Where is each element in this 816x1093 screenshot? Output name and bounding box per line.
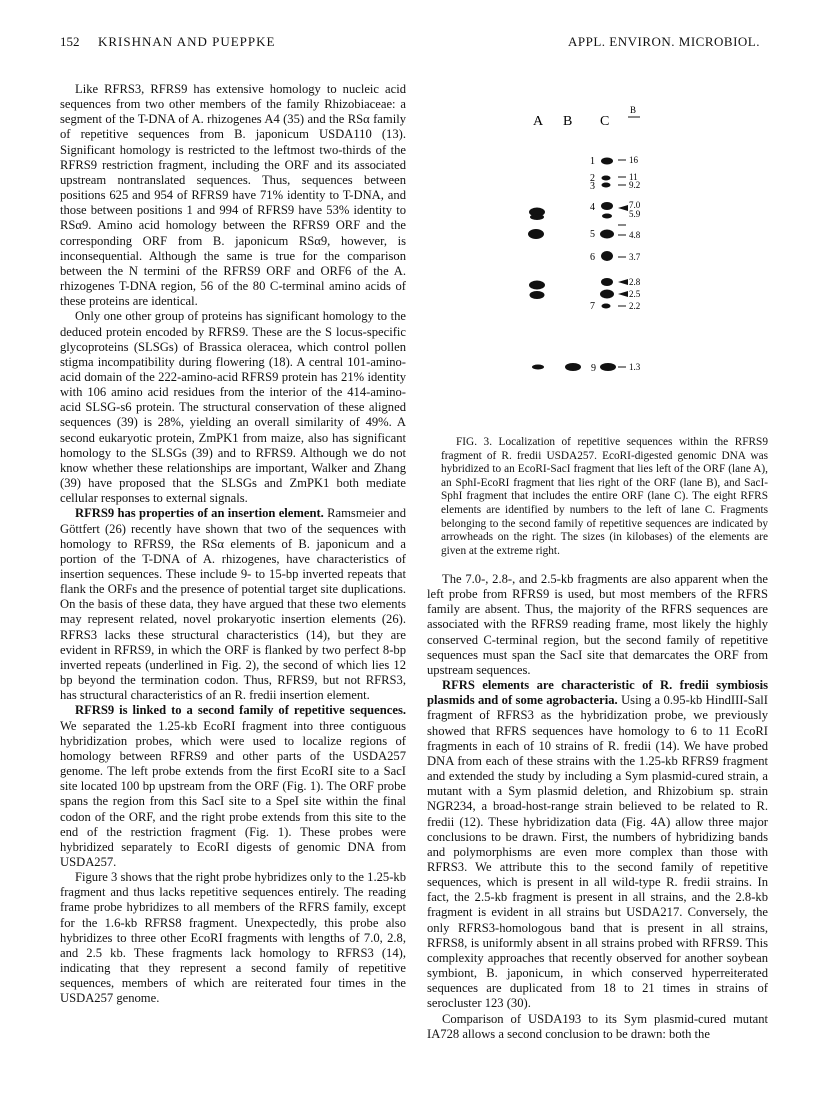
- band-lane-b: [565, 363, 581, 371]
- size-label: 9.2: [629, 180, 641, 190]
- size-label: 5.9: [629, 209, 641, 219]
- band-lane-c: [602, 304, 611, 309]
- element-number: 6: [590, 252, 595, 263]
- band-lane-c: [602, 183, 611, 188]
- lane-label-a: A: [533, 114, 544, 129]
- band-lane-c: [600, 230, 614, 239]
- band-lane-c: [601, 158, 613, 165]
- journal-name: APPL. ENVIRON. MICROBIOL.: [568, 34, 760, 49]
- band-lane-c: [601, 278, 613, 286]
- arrowhead: [618, 205, 628, 211]
- size-label: 11: [629, 172, 638, 182]
- paragraph: Figure 3 shows that the right probe hybridizes only to the 1.25-kb fragment and thus lacks repetitive sequences entirely. The reading frame probe hybridizes to all members of the RFRS family, except for the 1.6-kb RFRS8 fragment. Unexpectedly, this probe also hybridizes to three other EcoRI fragments with lengths of 7.0, 2.8, and 2.5 kb. These fragments lack homology to RFRS3 (14), indicating that they represent a second family of repetitive sequences, members of which are reiterated four times in the USDA257 genome.: [60, 870, 406, 1006]
- lane-label-c: C: [600, 114, 610, 129]
- band-lane-c: [600, 290, 614, 299]
- element-number: 5: [590, 229, 595, 240]
- size-header: B: [630, 105, 637, 115]
- section-text: Using a 0.95-kb HindIII-SalI fragment of RFRS3 as the hybridization probe, we previously showed that RFRS sequences have homology to 6 to 11 EcoRI fragments in each of 10 strains of R. fredii (14). We have probed DNA from each of these strains with the 1.25-kb RFRS9 fragment and extended the study by including a Sym plasmid-cured strain, a mutant with a Sym plasmid deletion, and Rhizobium sp. strain NGR234, a broad-host-range strain believed to be related to R. fredii (12). These hybridization data (Fig. 4A) allow three major conclusions to be drawn. First, the numbers of hybridizing bands and polymorphisms are even more complex than those with RFRS3. We attribute this to the second family of repetitive sequences, which is present in all wild-type R. fredii strains. In fact, the 2.5-kb fragment is present in all strains, and the 2.8-kb fragment is evident in all strains but USDA217. Conversely, the only RFRS3-homologous band that is present in all strains, RFRS8, is uniformly absent in all strains probed with RFRS9. This complexity approaches that recently observed for another soybean symbiont, B. japonicum, in which conserved hyperreiterated sequences are duplicated from 18 to 21 times in strains of serocluster 123 (30).: [427, 693, 768, 1011]
- band-lane-c: [602, 176, 611, 181]
- element-number: 9: [591, 363, 596, 374]
- section-heading: RFRS9 has properties of an insertion element.: [75, 506, 324, 521]
- figure-3-caption: FIG. 3. Localization of repetitive sequences within the RFRS9 fragment of R. fredii USDA257. EcoRI-digested genomic DNA was hybridized to an EcoRI-SacI fragment that lies left of the ORF (lane A), an SphI-EcoRI fragment that lies right of the ORF (lane B), and SacI-SphI fragment that includes the entire ORF (lane C). The eight RFRS elements are identified by numbers to the left of lane C. Fragments belonging to the second family of repetitive sequences are indicated by arrowheads on the right. The sizes (in kilobases) of the elements are given at the extreme right.: [441, 436, 768, 557]
- band-lane-c: [602, 214, 612, 219]
- paragraph: Comparison of USDA193 to its Sym plasmid-cured mutant IA728 allows a second conclusion to be drawn: both the: [427, 1011, 768, 1041]
- size-label: 2.8: [629, 277, 641, 287]
- band-lane-c: [601, 251, 613, 261]
- element-number: 3: [590, 181, 595, 192]
- size-label: 3.7: [629, 252, 641, 262]
- size-label: 7.0: [629, 200, 641, 210]
- size-label: 1.3: [629, 362, 641, 372]
- band-lane-c: [601, 202, 613, 210]
- element-number: 1: [590, 156, 595, 167]
- band-lane-a: [528, 229, 544, 239]
- section-text: We separated the 1.25-kb EcoRI fragment into three contiguous hybridization probes, which were used to localize regions of homology between RFRS9 and other parts of the USDA257 genome. The left probe extends from the first EcoRI site to a SacI site located 100 bp upstream from the ORF (Fig. 1). The ORF probe spans the region from this SacI site to a SpeI site within the final codon of the ORF, and the right probe extends from this site to the end of the restriction fragment (Fig. 1). These probes were hybridized separately to EcoRI digests of genomic DNA from USDA257.: [60, 718, 406, 869]
- size-label: 16: [629, 155, 638, 165]
- paragraph: Only one other group of proteins has significant homology to the deduced protein encoded by RFRS9. These are the S locus-specific glycoproteins (SLSGs) of Brassica oleracea, which control pollen stigma incompatibility during flowering (18). A central 101-amino-acid domain of the 222-amino-acid RFRS9 protein has 21% identity with 106 amino acid residues from the interior of the 414-amino-acid SLSG-s6 protein. The structural conservation of these aligned sequences (39) is 28%, yielding an overall similarity of 49%. A second eukaryotic protein, ZmPK1 from maize, also has significant homology to the SLSGs (39) and to RFRS9. Although we do not know whether these relationships are important, Walker and Zhang (39) have proposed that the SLSGs and ZmPK1 both mediate cellular responses to external signals.: [60, 309, 406, 506]
- section-text: Ramsmeier and Göttfert (26) recently have shown that two of the sequences with homology to RFRS9, the RSα elements of B. japonicum and a portion of the T-DNA of A. rhizogenes, have characteristics of insertion sequences. These include 9- to 15-bp inverted repeats that flank the ORFs and the presence of potential target site duplications. On the basis of these data, they have argued that these two elements may represent related, novel prokaryotic insertion elements (26). RFRS3 lacks these structural characteristics (14), but they are evident in RFRS9, in which the ORF is flanked by two perfect 8-bp inverted repeats (underlined in Fig. 2), the second of which lies 12 bp beyond the termination codon. Thus, RFRS9, but not RFRS3, has structural characteristics of an R. fredii insertion element.: [60, 506, 406, 703]
- element-number: 4: [590, 202, 595, 213]
- section-heading: RFRS elements are characteristic of R. fredii symbiosis plasmids and of some agrobacteria.: [427, 678, 768, 708]
- right-column: [427, 572, 768, 1042]
- running-authors: KRISHNAN AND PUEPPKE: [98, 34, 276, 49]
- section-paragraph: [427, 678, 768, 1011]
- arrowhead: [618, 279, 628, 285]
- page-number: 152: [60, 34, 80, 49]
- section-paragraph: [60, 506, 406, 703]
- size-label: 4.8: [629, 230, 641, 240]
- band-lane-c: [600, 363, 616, 371]
- size-label: 2.5: [629, 289, 641, 299]
- lane-label-b: B: [563, 114, 573, 129]
- element-number: 2: [590, 173, 595, 184]
- paragraph: Like RFRS3, RFRS9 has extensive homology to nucleic acid sequences from two other members of the family Rhizobiaceae: a segment of the T-DNA of A. rhizogenes A4 (35) and the RSα family of repetitive sequences from B. japonicum USDA110 (13). Significant homology is restricted to the leftmost two-thirds of the RFRS9 restriction fragment, including the ORF and its associated upstream nontranslated sequences. Thus, sequences between positions 625 and 954 of RFRS9 have 71% identity to T-DNA, and those between positions 1 and 994 of RFRS9 have 53% identity to RSα9. Amino acid homology between the RFRS9 ORF and the corresponding ORF from B. japonicum RSα9, however, is inconsequential. Although the same is true for the comparison between the N termini of the RFRS9 ORF and ORF6 of the A. rhizogenes T-DNA region, 56 of the 80 C-terminal amino acids of these proteins are identical.: [60, 82, 406, 309]
- size-label: 2.2: [629, 301, 641, 311]
- band-lane-a: [530, 214, 544, 220]
- band-lane-a: [532, 365, 544, 370]
- left-column: [60, 82, 406, 1007]
- section-heading: RFRS9 is linked to a second family of repetitive sequences.: [75, 703, 406, 718]
- arrowhead: [618, 291, 628, 297]
- paragraph: The 7.0-, 2.8-, and 2.5-kb fragments are also apparent when the left probe from RFRS9 is used, but most members of the RFRS family are absent. Thus, the majority of the RFRS sequences are associated with the RFRS9 reading frame, most likely the highly conserved C-terminal region, but the second family of repetitive sequences must span the SacI site that demarcates the ORF from upstream sequences.: [427, 572, 768, 677]
- element-number: 7: [590, 301, 595, 312]
- band-lane-a: [530, 291, 545, 299]
- section-paragraph: [60, 703, 406, 870]
- band-lane-a: [529, 281, 545, 290]
- page-header: [60, 34, 760, 52]
